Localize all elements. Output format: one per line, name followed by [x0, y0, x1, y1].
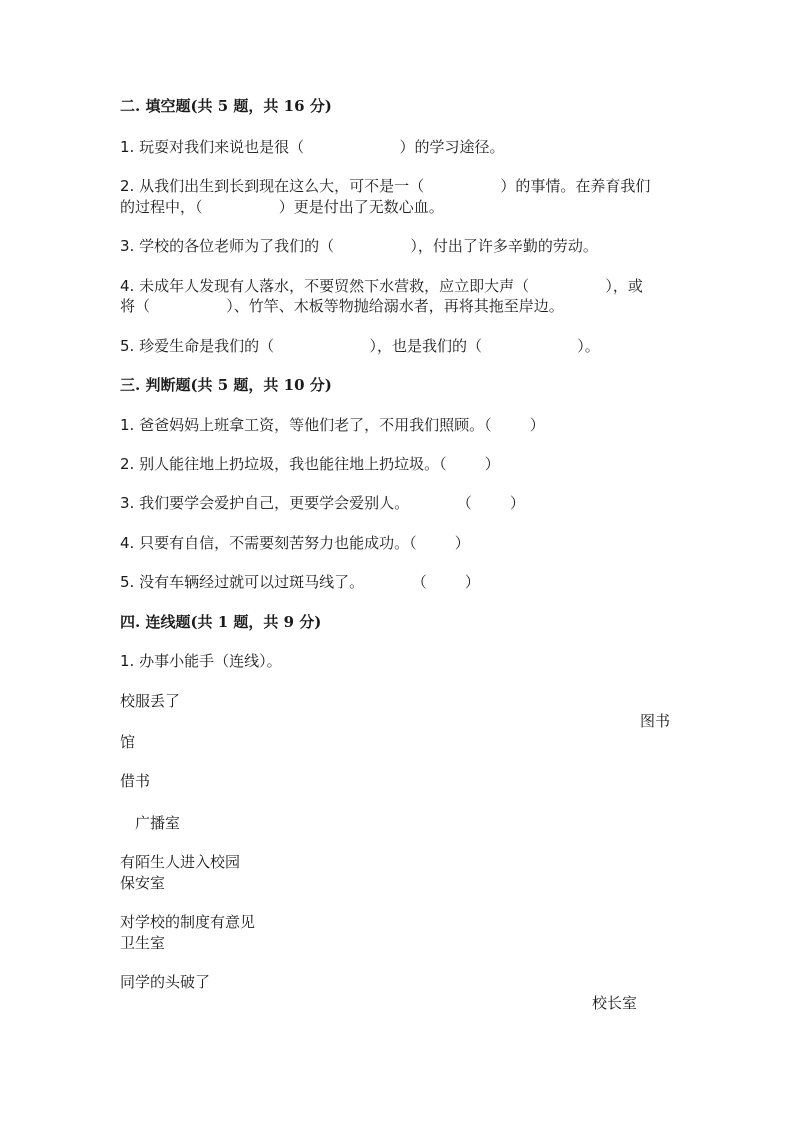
match-right-item-1-part-1: 图书: [640, 712, 671, 730]
fill-question-2-line-1: 2. 从我们出生到长到现在这么大，可不是一（ ）的事情。在养育我们: [120, 177, 651, 195]
match-right-item-3: 保安室: [120, 874, 166, 892]
section-heading-match: 四. 连线题(共 1 题，共 9 分): [120, 613, 322, 631]
fill-question-2-line-2: 的过程中，（ ）更是付出了无数心血。: [120, 198, 444, 216]
fill-question-4-line-1: 4. 未成年人发现有人落水，不要贸然下水营救，应立即大声（ ），或: [120, 277, 643, 295]
judge-question-2: 2. 别人能往地上扔垃圾，我也能往地上扔垃圾。（ ）: [120, 455, 500, 473]
section-heading-judge: 三. 判断题(共 5 题，共 10 分): [120, 376, 332, 394]
match-left-item-5: 同学的头破了: [120, 973, 211, 991]
match-question-1: 1. 办事小能手（连线）。: [120, 652, 282, 670]
judge-question-5: 5. 没有车辆经过就可以过斑马线了。 （ ）: [120, 573, 480, 591]
fill-question-3: 3. 学校的各位老师为了我们的（ ），付出了许多辛勤的劳动。: [120, 237, 598, 255]
match-left-item-4: 对学校的制度有意见: [120, 913, 256, 931]
match-right-item-5: 校长室: [592, 994, 638, 1012]
match-right-item-1-part-2: 馆: [120, 733, 136, 751]
judge-question-3: 3. 我们要学会爱护自己，更要学会爱别人。 （ ）: [120, 494, 525, 512]
judge-question-4: 4. 只要有自信，不需要刻苦努力也能成功。（ ）: [120, 534, 470, 552]
match-left-item-2: 借书: [120, 772, 151, 790]
match-left-item-3: 有陌生人进入校园: [120, 853, 241, 871]
fill-question-5: 5. 珍爱生命是我们的（ ），也是我们的（ ）。: [120, 337, 600, 355]
section-heading-fill-blank: 二. 填空题(共 5 题，共 16 分): [120, 97, 332, 115]
fill-question-4-line-2: 将（ ）、竹竿、木板等物抛给溺水者，再将其拖至岸边。: [120, 297, 564, 315]
judge-question-1: 1. 爸爸妈妈上班拿工资，等他们老了，不用我们照顾。（ ）: [120, 416, 545, 434]
match-left-item-1: 校服丢了: [120, 692, 181, 710]
match-right-item-4: 卫生室: [120, 934, 166, 952]
fill-question-1: 1. 玩耍对我们来说也是很（ ）的学习途径。: [120, 138, 505, 156]
match-right-item-2: 广播室: [135, 814, 181, 832]
